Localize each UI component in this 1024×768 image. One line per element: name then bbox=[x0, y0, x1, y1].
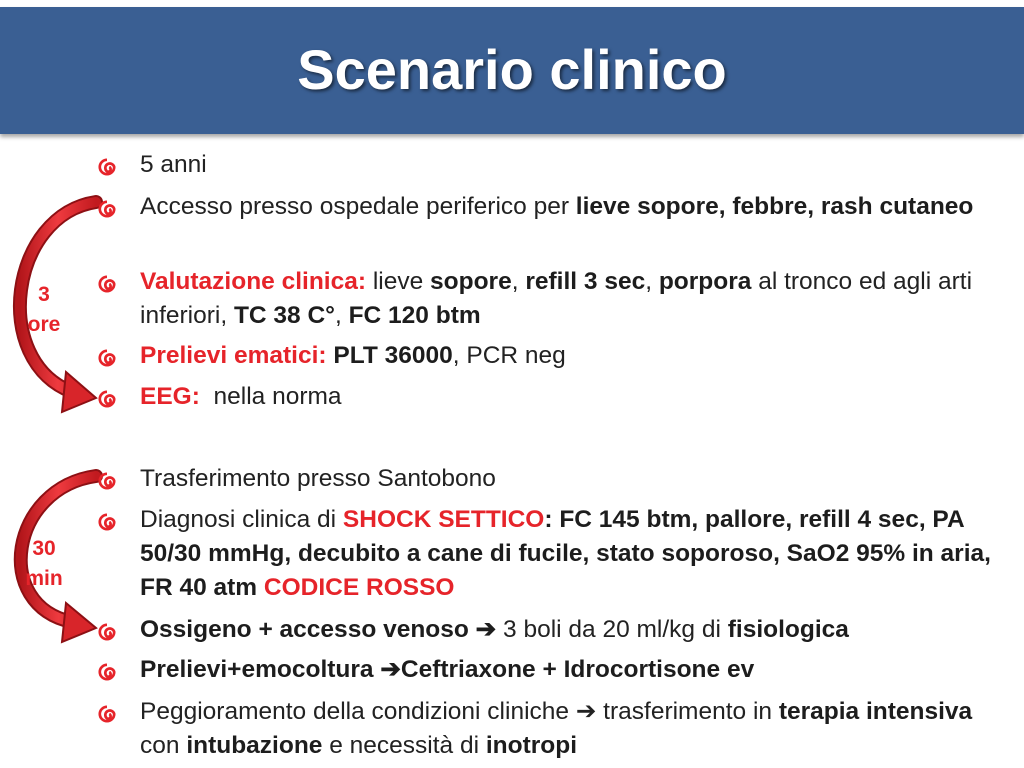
swirl-bullet-icon bbox=[98, 390, 116, 408]
list-item bbox=[140, 190, 1000, 224]
item-text: Accesso presso ospedale periferico per bbox=[140, 193, 576, 220]
right-arrow-icon: ➔ bbox=[380, 656, 401, 683]
item-text-bold: Ossigeno + accesso venoso bbox=[140, 616, 476, 643]
item-highlight: SHOCK SETTICO bbox=[342, 506, 545, 533]
item-heading: Prelievi ematici: bbox=[140, 342, 327, 369]
item-text: , PCR neg bbox=[452, 342, 566, 369]
item-text: , bbox=[645, 268, 659, 295]
item-text-bold: inotropi bbox=[485, 732, 578, 759]
item-text-bold: Ceftriaxone + Idrocortisone ev bbox=[400, 656, 755, 683]
swirl-bullet-icon bbox=[98, 158, 116, 176]
item-text: nella norma bbox=[199, 383, 342, 410]
item-text-bold: TC 38 C° bbox=[233, 302, 335, 329]
item-text-bold: lieve sopore, febbre, rash cutaneo bbox=[575, 193, 974, 220]
list-item bbox=[140, 462, 1000, 496]
list-item bbox=[140, 695, 1000, 763]
item-text: Diagnosi clinica di bbox=[140, 506, 343, 533]
swirl-bullet-icon bbox=[98, 349, 116, 367]
time-label-unit: min bbox=[25, 567, 63, 590]
item-text-bold: : FC 145 btm, pallore, refill 4 sec, PA 50/30 mmHg, decubito a cane di fucile, stato soporoso, SaO2 95% in aria, FR 40 atm bbox=[140, 506, 991, 601]
swirl-bullet-icon bbox=[98, 623, 116, 641]
right-arrow-icon: ➔ bbox=[475, 616, 497, 643]
list-item bbox=[140, 148, 1000, 182]
item-text-bold: terapia intensiva bbox=[778, 698, 973, 725]
item-text: con bbox=[140, 732, 187, 759]
swirl-bullet-icon bbox=[98, 275, 116, 293]
item-text-bold: refill 3 sec bbox=[525, 268, 646, 295]
item-highlight: CODICE ROSSO bbox=[263, 574, 455, 601]
item-text-bold: intubazione bbox=[186, 732, 323, 759]
item-text: 3 boli da 20 ml/kg di bbox=[496, 616, 728, 643]
swirl-bullet-icon bbox=[98, 472, 116, 490]
item-text: al tronco ed agli arti inferiori, bbox=[140, 268, 973, 329]
item-text-bold: fisiologica bbox=[727, 616, 849, 643]
item-text: Trasferimento presso Santobono bbox=[140, 465, 496, 492]
item-heading: EEG: bbox=[140, 383, 200, 410]
item-text: trasferimento in bbox=[596, 698, 779, 725]
item-text-bold: sopore bbox=[430, 268, 512, 295]
swirl-bullet-icon bbox=[98, 513, 116, 531]
swirl-bullet-icon bbox=[98, 200, 116, 218]
time-label-unit: ore bbox=[27, 313, 61, 336]
item-text-bold: Prelievi+emocoltura bbox=[140, 656, 381, 683]
item-text: , bbox=[334, 302, 349, 329]
item-text: , bbox=[511, 268, 526, 295]
time-label-number: 30 bbox=[32, 537, 56, 560]
list-item bbox=[140, 613, 1000, 647]
item-text-bold: FC 120 btm bbox=[348, 302, 481, 329]
item-text: e necessità di bbox=[322, 732, 486, 759]
swirl-bullet-icon bbox=[98, 705, 116, 723]
list-item bbox=[140, 503, 1000, 605]
list-item bbox=[140, 653, 1000, 687]
time-label-number: 3 bbox=[38, 283, 50, 306]
item-text: Peggioramento della condizioni cliniche bbox=[140, 698, 576, 725]
list-item bbox=[140, 339, 1000, 373]
right-arrow-icon: ➔ bbox=[575, 698, 597, 725]
item-heading: Valutazione clinica: bbox=[140, 268, 367, 295]
item-text-bold: PLT 36000 bbox=[333, 342, 453, 369]
swirl-bullet-icon bbox=[98, 663, 116, 681]
list-item bbox=[140, 265, 1000, 333]
item-text-bold: porpora bbox=[658, 268, 752, 295]
slide-title: Scenario clinico bbox=[297, 38, 727, 101]
list-item bbox=[140, 380, 1000, 414]
item-text: lieve bbox=[366, 268, 431, 295]
item-text: 5 anni bbox=[140, 151, 207, 178]
